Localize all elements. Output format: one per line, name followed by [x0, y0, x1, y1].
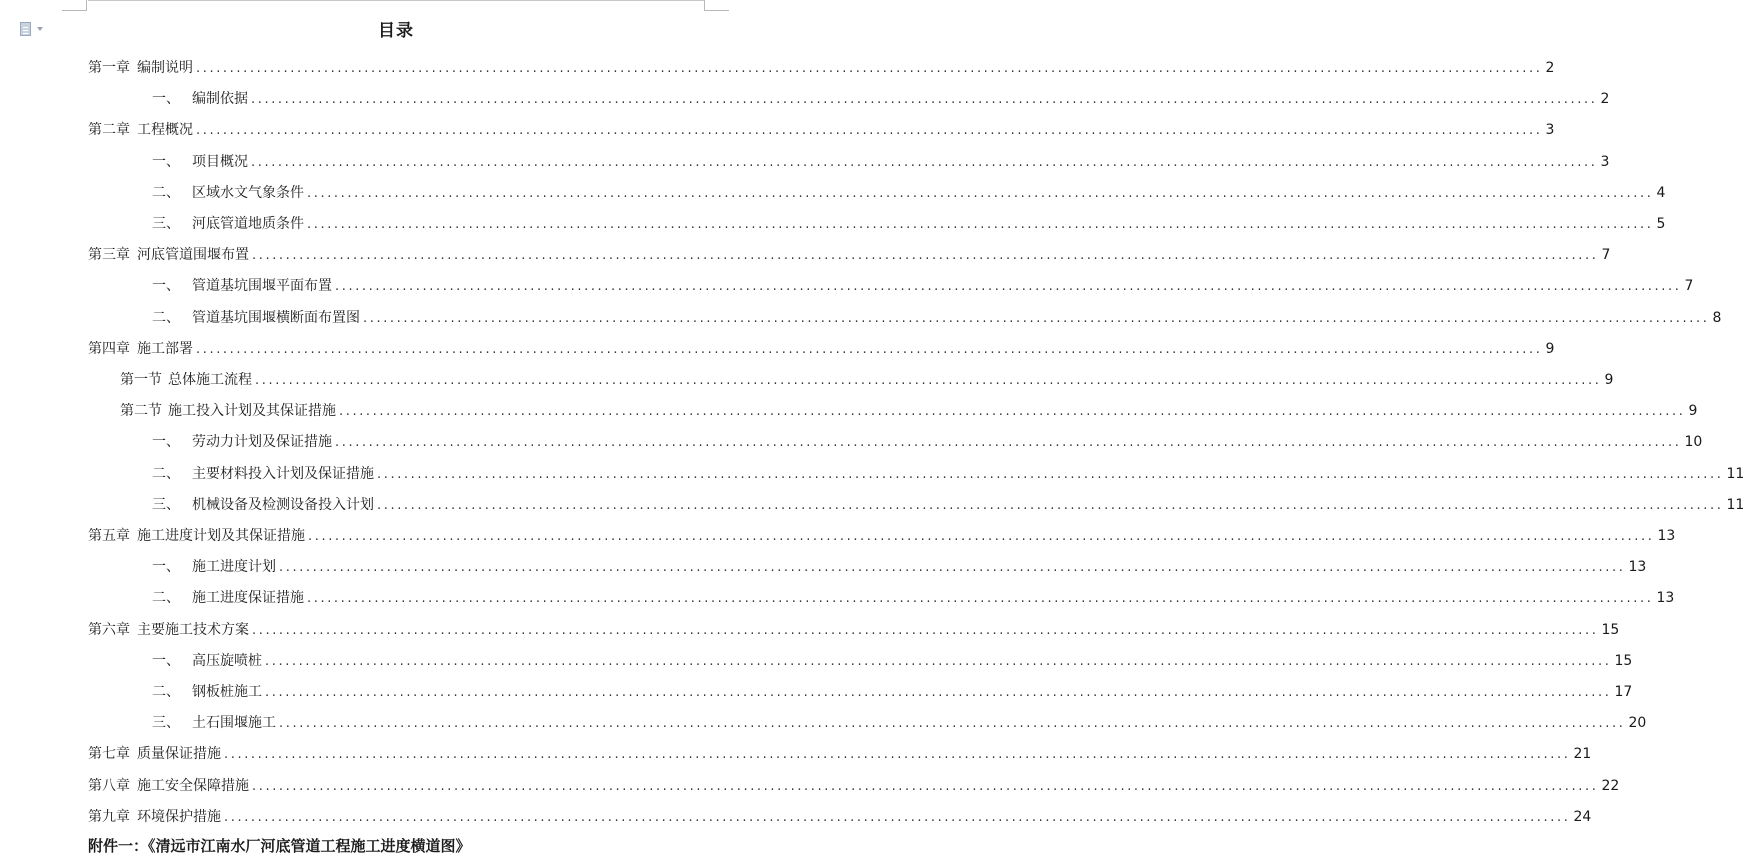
toc-entry-number: 第八章 [88, 777, 130, 794]
toc-entry-page: 24 [1573, 808, 1592, 825]
toc-entry[interactable] [152, 84, 1610, 115]
toc-entry-number: 一、 [152, 434, 180, 451]
toc-entry-number: 三、 [152, 715, 180, 732]
toc-entry-number: 二、 [152, 465, 180, 482]
toc-entry-number: 二、 [152, 184, 180, 201]
toc-entry[interactable] [88, 115, 1555, 146]
leader-dots: ........................................................................................................................................................................................................ [252, 622, 1599, 638]
toc-entry-text: 钢板桩施工 [192, 684, 262, 700]
toc-entry-page: 4 [1656, 184, 1666, 201]
leader-dots: ........................................................................................................................................................................................................ [339, 404, 1686, 420]
toc-entry-page: 5 [1656, 216, 1666, 232]
leader-dots: ........................................................................................................................................................................................................ [265, 653, 1612, 669]
toc-entry[interactable] [120, 396, 1698, 427]
leader-dots: ........................................................................................................................................................................................................ [252, 778, 1599, 794]
toc-entry-number: 三、 [152, 216, 180, 232]
toc-entry-text: 施工进度计划 [192, 559, 276, 576]
toc-entry-text: 质量保证措施 [137, 746, 221, 763]
toc-entry-page: 3 [1600, 153, 1610, 170]
toc-entry-number: 第六章 [88, 621, 130, 638]
toc-entry-text: 管道基坑围堰横断面布置图 [192, 309, 360, 326]
toc-entry-page: 13 [1628, 559, 1647, 576]
toc-entry-page: 9 [1688, 403, 1698, 420]
toc-entry-number: 第七章 [88, 746, 130, 763]
toc-entry-text: 施工部署 [137, 340, 193, 357]
toc-entry-text: 机械设备及检测设备投入计划 [192, 496, 374, 513]
toc-title: 目录 [378, 21, 414, 41]
toc-entry-number: 第九章 [88, 808, 130, 825]
toc-entry[interactable] [152, 147, 1610, 178]
toc-entry[interactable] [152, 303, 1722, 334]
toc-entry-number: 二、 [152, 684, 180, 700]
toc-entry[interactable] [88, 521, 1676, 552]
toc-entry[interactable] [152, 427, 1703, 458]
page-top-edge [88, 0, 704, 1]
toc-entry-page: 11 [1726, 465, 1744, 482]
page-corner-mark-right [704, 0, 729, 11]
toc-entry-text: 管道基坑围堰平面布置 [192, 278, 332, 295]
toc-entry-number: 三、 [152, 496, 180, 513]
toc-entry[interactable] [88, 615, 1620, 646]
leader-dots: ........................................................................................................................................................................................................ [377, 497, 1724, 513]
toc-entry[interactable] [152, 209, 1666, 240]
toc-entry-text: 河底管道围堰布置 [137, 247, 249, 264]
toc-entry[interactable] [152, 178, 1666, 209]
leader-dots: ........................................................................................................................................................................................................ [335, 279, 1682, 295]
toc-entry-text: 编制说明 [137, 60, 193, 76]
toc-entry-number: 一、 [152, 91, 180, 108]
toc-entry-page: 17 [1614, 684, 1633, 700]
toc-entry-text: 环境保护措施 [137, 808, 221, 825]
toc-entry[interactable] [152, 459, 1744, 490]
toc-entry-text: 土石围堰施工 [192, 715, 276, 732]
document-page-icon [20, 22, 31, 36]
toc-entry-text: 施工进度保证措施 [192, 590, 304, 607]
toc-entry[interactable] [152, 646, 1633, 677]
toc-entry-page: 20 [1628, 715, 1647, 732]
toc-entry-number: 一、 [152, 278, 180, 295]
toc-entry-number: 第二节 [120, 403, 162, 420]
toc-entry[interactable] [88, 240, 1611, 271]
leader-dots: ........................................................................................................................................................................................................ [255, 373, 1602, 388]
toc-entry-text: 区域水文气象条件 [192, 184, 304, 201]
toc-entry-number: 一、 [152, 559, 180, 576]
leader-dots: ........................................................................................................................................................................................................ [196, 123, 1543, 139]
leader-dots: ........................................................................................................................................................................................................ [307, 185, 1654, 201]
leader-dots: ........................................................................................................................................................................................................ [307, 591, 1654, 607]
toc-entry[interactable] [120, 365, 1614, 396]
leader-dots: ........................................................................................................................................................................................................ [279, 716, 1626, 732]
leader-dots: ........................................................................................................................................................................................................ [224, 809, 1571, 825]
toc-entry-number: 第一节 [120, 372, 162, 388]
toc-entry-page: 15 [1601, 621, 1620, 638]
leader-dots: ........................................................................................................................................................................................................ [251, 154, 1598, 170]
toc-entry-number: 第四章 [88, 340, 130, 357]
toc-entry-text: 项目概况 [192, 153, 248, 170]
toc-entry-page: 9 [1604, 372, 1614, 388]
toc-entry-page: 21 [1573, 746, 1592, 763]
leader-dots: ........................................................................................................................................................................................................ [224, 747, 1571, 763]
leader-dots: ........................................................................................................................................................................................................ [307, 217, 1654, 232]
toc-entry[interactable] [88, 334, 1555, 365]
toc-entry[interactable] [88, 771, 1620, 802]
toc-entry-number: 第三章 [88, 247, 130, 264]
toc-entry-page: 13 [1656, 590, 1675, 607]
toc-entry[interactable] [152, 583, 1675, 614]
leader-dots: ........................................................................................................................................................................................................ [279, 560, 1626, 576]
toc-entry-text: 工程概况 [137, 122, 193, 139]
toc-entry-number: 第二章 [88, 122, 130, 139]
toc-entry-text: 主要材料投入计划及保证措施 [192, 465, 374, 482]
toc-entry-page: 15 [1614, 652, 1633, 669]
toc-entry-number: 一、 [152, 153, 180, 170]
leader-dots: ........................................................................................................................................................................................................ [196, 61, 1543, 76]
toc-entry-number: 第一章 [88, 60, 130, 76]
leader-dots: ........................................................................................................................................................................................................ [265, 685, 1612, 700]
appendix-line: 附件一：《清远市江南水厂河底管道工程施工进度横道图》 [88, 837, 471, 855]
toc-entry[interactable] [152, 708, 1647, 739]
leader-dots: ........................................................................................................................................................................................................ [251, 92, 1598, 108]
toc-entry-page: 8 [1712, 309, 1722, 326]
toc-entry[interactable] [152, 677, 1633, 708]
toc-entry-text: 主要施工技术方案 [137, 621, 249, 638]
toc-entry-page: 10 [1684, 434, 1703, 451]
toc-entry-number: 一、 [152, 652, 180, 669]
toc-entry-page: 2 [1600, 91, 1610, 108]
chevron-down-icon [37, 27, 43, 31]
toc-entry[interactable] [152, 490, 1744, 521]
toc-entry-page: 11 [1726, 496, 1744, 513]
toc-entry[interactable] [88, 739, 1592, 770]
toc-entry[interactable] [88, 53, 1555, 84]
toc-entry-text: 施工安全保障措施 [137, 777, 249, 794]
leader-dots: ........................................................................................................................................................................................................ [308, 529, 1655, 544]
toc-entry-page: 22 [1601, 777, 1620, 794]
toc-entry-page: 7 [1601, 247, 1611, 264]
toc-entry-text: 施工投入计划及其保证措施 [168, 403, 336, 420]
toc-entry-page: 2 [1545, 60, 1555, 76]
leader-dots: ........................................................................................................................................................................................................ [377, 466, 1724, 482]
leader-dots: ........................................................................................................................................................................................................ [363, 310, 1710, 326]
toc-entry-number: 二、 [152, 309, 180, 326]
toc-entry[interactable] [88, 802, 1592, 833]
document-icon[interactable] [20, 22, 50, 38]
toc-entry-text: 总体施工流程 [168, 372, 252, 388]
leader-dots: ........................................................................................................................................................................................................ [196, 341, 1543, 357]
toc-entry-page: 9 [1545, 340, 1555, 357]
toc-entry-text: 编制依据 [192, 91, 248, 108]
toc-entry[interactable] [152, 271, 1694, 302]
leader-dots: ........................................................................................................................................................................................................ [335, 435, 1682, 451]
page-corner-mark-left [62, 0, 87, 11]
toc-entry-text: 施工进度计划及其保证措施 [137, 528, 305, 544]
toc-entry-page: 3 [1545, 122, 1555, 139]
toc-entry-number: 第五章 [88, 528, 130, 544]
toc-entry-text: 河底管道地质条件 [192, 216, 304, 232]
toc-entry-page: 13 [1657, 528, 1676, 544]
toc-entry-text: 劳动力计划及保证措施 [192, 434, 332, 451]
leader-dots: ........................................................................................................................................................................................................ [252, 248, 1599, 264]
toc-entry-number: 二、 [152, 590, 180, 607]
toc-entry-page: 7 [1684, 278, 1694, 295]
toc-entry[interactable] [152, 552, 1647, 583]
toc-entry-text: 高压旋喷桩 [192, 652, 262, 669]
